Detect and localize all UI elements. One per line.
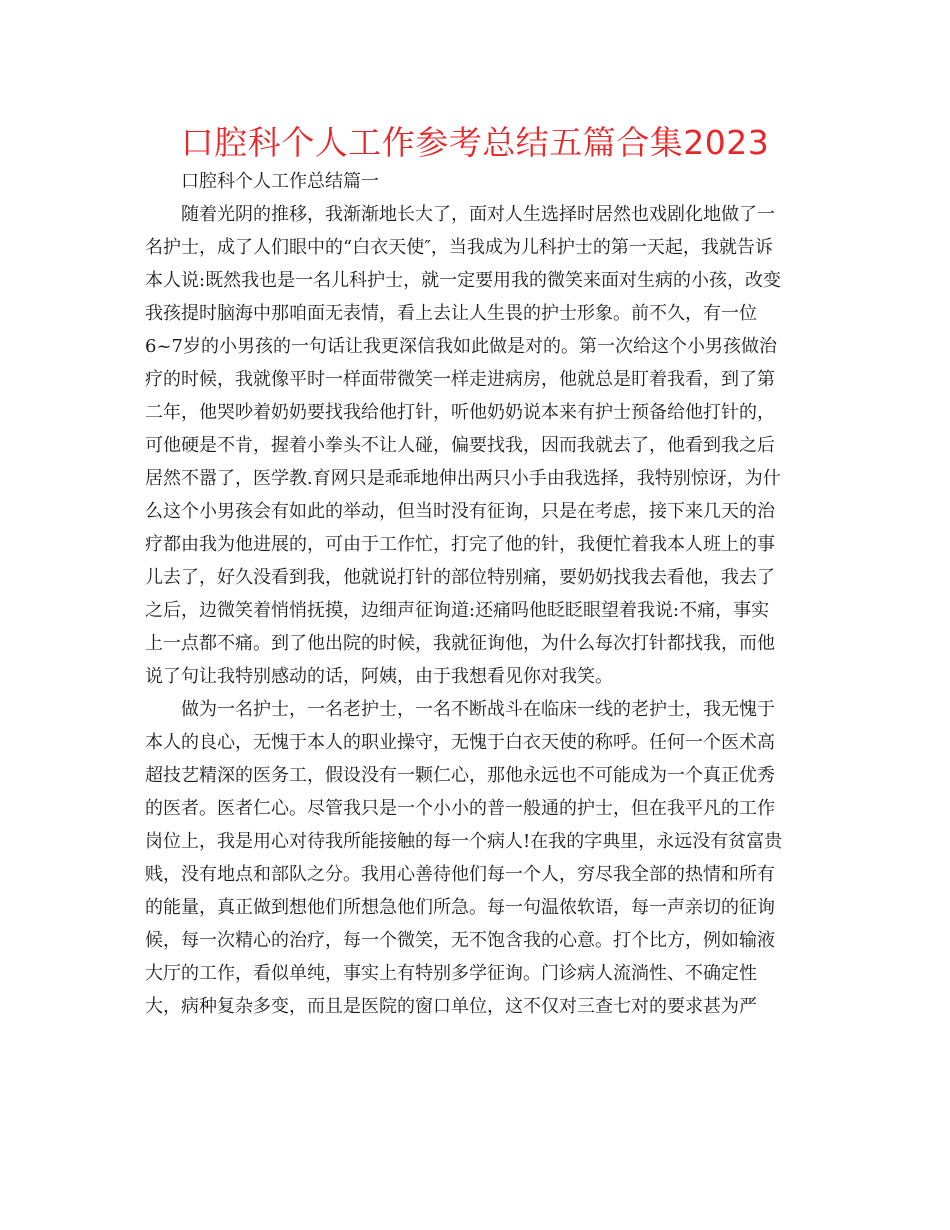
paragraph-2 [145,693,810,1023]
text-line: 名护士，成了人们眼中的“白衣天使″，当我成为儿科护士的第一天起，我就告诉 [145,237,773,258]
text-line: 上一点都不痛。到了他出院的时候，我就征询他，为什么每次打针都找我，而他 [145,633,775,654]
text-line: 的医者。医者仁心。尽管我只是一个小小的普一般通的护士，但在我平凡的工作 [145,798,775,819]
text-line: 本人的良心，无愧于本人的职业操守，无愧于白衣天使的称呼。任何一个医术高 [145,732,775,753]
text-line: 疗的时候，我就像平时一样面带微笑一样走进病房，他就总是盯着我看，到了第 [145,369,775,390]
text-line: 疗都由我为他进展的，可由于工作忙，打完了他的针，我便忙着我本人班上的事 [145,534,775,555]
text-line: 我孩提时脑海中那咱面无表情，看上去让人生畏的护士形象。前不久，有一位 [145,303,757,324]
text-line: 候，每一次精心的治疗，每一个微笑，无不饱含我的心意。打个比方，例如输液 [145,930,775,951]
text-line: 居然不嚣了，医学教.育网只是乖乖地伸出两只小手由我选择，我特别惊讶，为什 [145,468,781,489]
text-line: 么这个小男孩会有如此的举动，但当时没有征询，只是在考虑，接下来几天的治 [145,501,775,522]
text-line: 可他硬是不肯，握着小拳头不让人碰，偏要找我，因而我就去了，他看到我之后 [145,435,775,456]
text-line: 超技艺精深的医务工，假设没有一颗仁心，那他永远也不可能成为一个真正优秀 [145,765,775,786]
text-line: 说了句让我特别感动的话，阿姨，由于我想看见你对我笑。 [145,666,613,687]
text-line: 儿去了，好久没看到我，他就说打针的部位特别痛，要奶奶找我去看他，我去了 [145,567,775,588]
text-line: 随着光阴的推移，我渐渐地长大了，面对人生选择时居然也戏剧化地做了一 [181,204,775,225]
text-line: 本人说:既然我也是一名儿科护士，就一定要用我的微笑来面对生病的小孩，改变 [145,270,782,291]
text-line: 岗位上，我是用心对待我所能接触的每一个病人!在我的字典里，永远没有贫富贵 [145,831,783,852]
paragraph-1 [145,198,810,693]
text-line: 之后，边微笑着悄悄抚摸，边细声征询道:还痛吗他眨眨眼望着我说:不痛，事实 [145,600,770,621]
section-heading: 口腔科个人工作总结篇一 [181,171,379,192]
text-line: 6~7岁的小男孩的一句话让我更深信我如此做是对的。第一次给这个小男孩做治 [145,336,777,357]
text-line: 贱，没有地点和部队之分。我用心善待他们每一个人，穷尽我全部的热情和所有 [145,864,775,885]
text-line: 做为一名护士，一名老护士，一名不断战斗在临床一线的老护士，我无愧于 [181,699,775,720]
text-line: 大厅的工作，看似单纯，事实上有特别多学征询。门诊病人流淌性、不确定性 [145,963,757,984]
text-line: 大，病种复杂多变，而且是医院的窗口单位，这不仅对三查七对的要求甚为严 [145,996,757,1017]
text-line: 的能量，真正做到想他们所想急他们所急。每一句温侬软语，每一声亲切的征询 [145,897,775,918]
document-title: 口腔科个人工作参考总结五篇合集2023 [180,123,770,162]
document-body [145,165,810,1023]
text-line: 二年，他哭吵着奶奶要找我给他打针，听他奶奶说本来有护士预备给他打针的， [145,402,775,423]
